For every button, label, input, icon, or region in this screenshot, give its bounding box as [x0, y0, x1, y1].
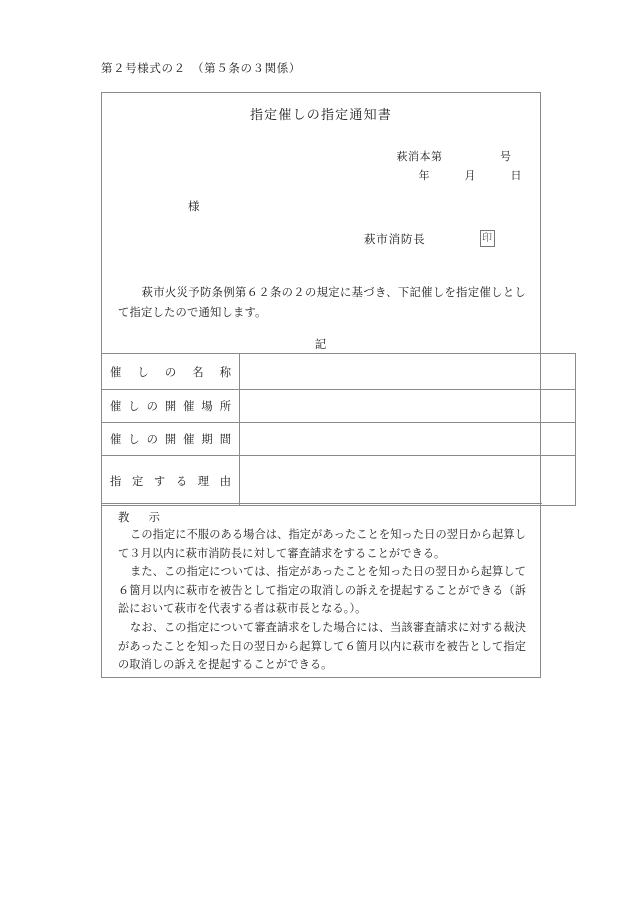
- guidance-title: 教 示: [118, 512, 164, 524]
- addressee-honorific: 様: [188, 201, 200, 213]
- guidance-paragraph-2: また、この指定については、指定があったことを知った日の翌日から起算して６箇月以内に萩市を被告として指定の取消しの訴えを提起することができる（訴訟において萩市を代表する者は萩市長となる。）。: [118, 566, 526, 616]
- document-date: 年 月 日: [418, 170, 522, 182]
- record-heading: 記: [314, 339, 328, 351]
- document-title: 指定催しの指定通知書: [249, 107, 392, 122]
- table-row: [102, 354, 576, 390]
- row-value-event-period[interactable]: [240, 423, 576, 456]
- item-table: [101, 353, 576, 506]
- guidance-paragraph-3: なお、この指定について審査請求をした場合には、当該審査請求に対する裁決があったことを知った日の翌日から起算して６箇月以内に萩市を被告として指定の取消しの訴えを提起することができる。: [118, 621, 526, 672]
- row-label-event-name: 催しの名称: [102, 354, 240, 390]
- row-value-event-name[interactable]: [240, 354, 576, 390]
- issuer-row: [364, 230, 495, 247]
- row-label-event-place: 催しの開催場所: [102, 390, 240, 423]
- document-body-text: 萩市火災予防条例第６２条の２の規定に基づき、下記催しを指定催しとして指定したので通知します。: [118, 287, 526, 319]
- table-row: [102, 423, 576, 456]
- guidance-paragraph-1: この指定に不服のある場合は、指定があったことを知った日の翌日から起算して３月以内に萩市消防長に対して審査請求をすることができる。: [118, 529, 526, 560]
- row-value-event-place[interactable]: [240, 390, 576, 423]
- guidance-section: [102, 503, 542, 675]
- table-row: [102, 456, 576, 506]
- row-label-event-period: 催しの開催期間: [102, 423, 240, 456]
- table-row: [102, 390, 576, 423]
- row-value-designation-reason[interactable]: [240, 456, 576, 506]
- seal-stamp-icon: 印: [480, 230, 495, 247]
- issuer-name: 萩市消防長: [364, 233, 426, 246]
- form-code-label: 第２号様式の２ （第５条の３関係）: [101, 63, 301, 75]
- document-number: 萩消本第 号: [396, 151, 512, 163]
- document-number-block: [397, 148, 523, 186]
- row-label-designation-reason: 指定する理由: [102, 456, 240, 506]
- document-frame: [101, 92, 541, 678]
